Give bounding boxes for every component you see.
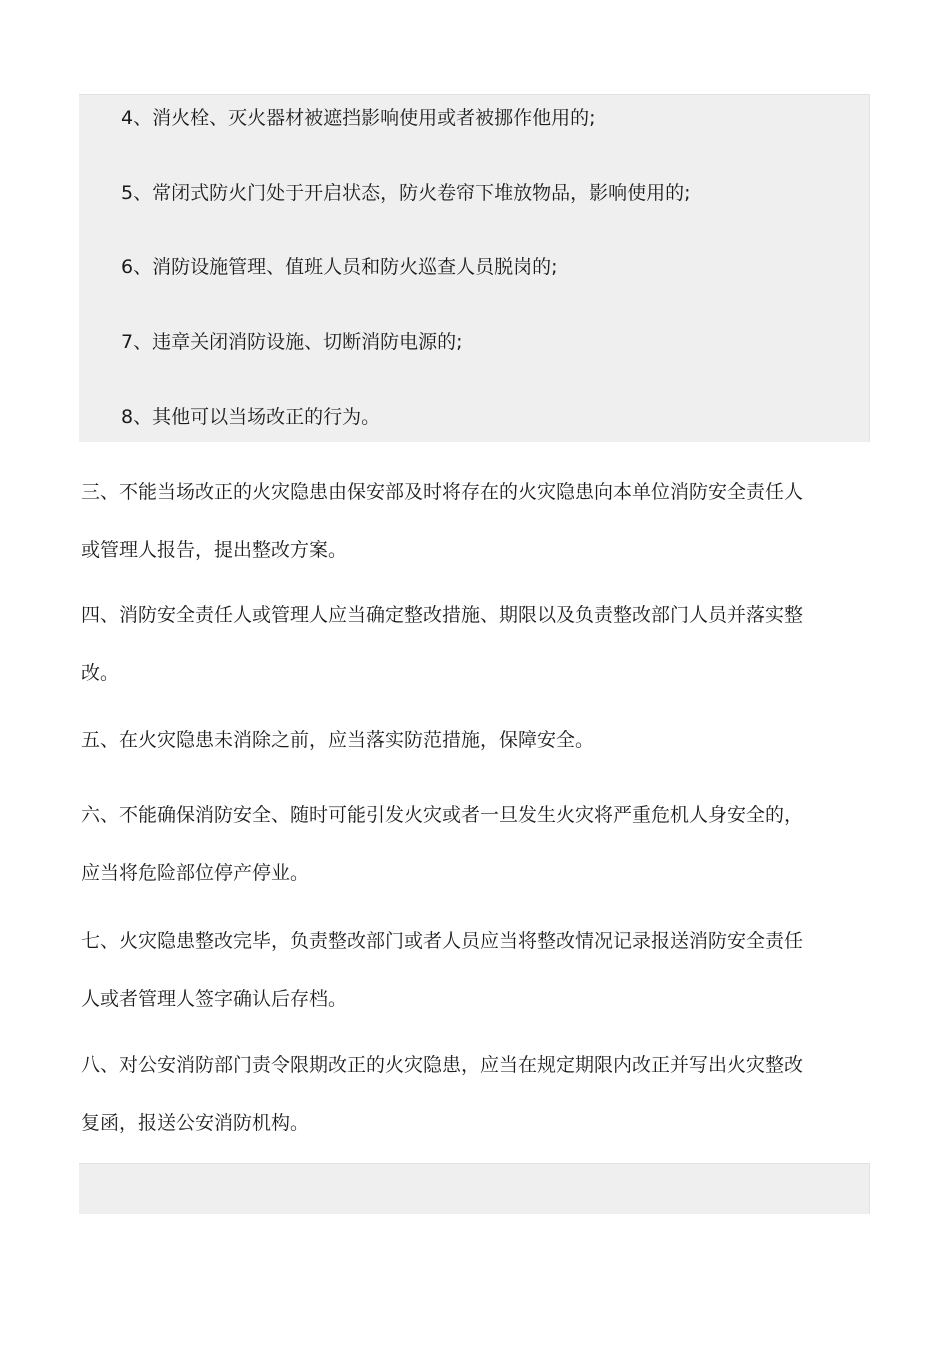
paragraph-item-4: 四、消防安全责任人或管理人应当确定整改措施、期限以及负责整改部门人员并落实整改。 [81, 604, 804, 684]
paragraph-item-5: 五、在火灾隐患未消除之前，应当落实防范措施，保障安全。 [81, 729, 595, 751]
list-item: 6、消防设施管理、值班人员和防火巡查人员脱岗的; [121, 256, 558, 278]
paragraph-item-3: 三、不能当场改正的火灾隐患由保安部及时将存在的火灾隐患向本单位消防安全责任人或管理人报告，提出整改方案。 [81, 481, 804, 561]
list-item: 4、消火栓、灭火器材被遮挡影响使用或者被挪作他用的; [121, 107, 596, 129]
list-item: 5、常闭式防火门处于开启状态，防火卷帘下堆放物品，影响使用的; [121, 182, 691, 204]
paragraph-item-7: 七、火灾隐患整改完毕，负责整改部门或者人员应当将整改情况记录报送消防安全责任人或者管理人签字确认后存档。 [81, 930, 804, 1010]
highlighted-list-panel [79, 94, 870, 442]
paragraph-item-8: 八、对公安消防部门责令限期改正的火灾隐患，应当在规定期限内改正并写出火灾整改复函，报送公安消防机构。 [81, 1054, 804, 1134]
paragraph-item-6: 六、不能确保消防安全、随时可能引发火灾或者一旦发生火灾将严重危机人身安全的，应当将危险部位停产停业。 [81, 804, 804, 884]
list-item: 7、违章关闭消防设施、切断消防电源的; [121, 331, 463, 353]
list-item: 8、其他可以当场改正的行为。 [121, 406, 381, 428]
empty-panel [79, 1163, 870, 1214]
